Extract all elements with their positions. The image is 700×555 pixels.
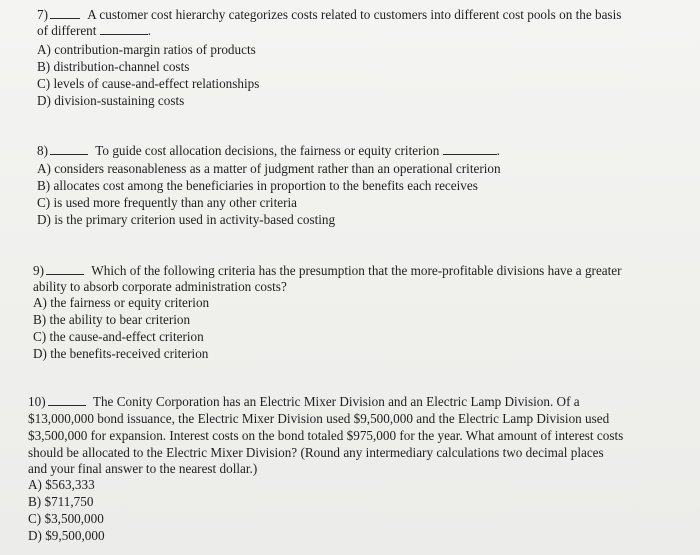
question-9-option-b: B) the ability to bear criterion (33, 312, 191, 327)
question-8-option-a: A) considers reasonableness as a matter of judgment rather than an operational criterion (37, 161, 501, 176)
question-10-stem-line-4: should be allocated to the Electric Mixer Division? (Round any intermediary calculations two decimal places (28, 445, 604, 460)
question-8-number: 8) (37, 143, 48, 158)
question-7-answer-blank[interactable] (50, 6, 80, 19)
question-8-answer-blank[interactable] (50, 142, 88, 155)
question-10-number: 10) (28, 394, 46, 409)
question-7-option-d: D) division-sustaining costs (37, 93, 185, 108)
question-9-stem-line-2: ability to absorb corporate administration costs? (33, 279, 287, 294)
question-10-stem-line-2: $13,000,000 bond issuance, the Electric Mixer Division used $9,500,000 and the Electric Lamp Division used (28, 411, 610, 426)
question-10-stem-line-3: $3,500,000 for expansion. Interest costs on the bond totaled $975,000 for the year. What amount of interest costs (28, 428, 624, 443)
question-7-stem-line-1: 7) A customer cost hierarchy categorizes costs related to customers into different cost pools on the basis (37, 7, 622, 22)
question-7-fill-blank (100, 22, 148, 35)
question-10-option-d: D) $9,500,000 (28, 528, 105, 543)
question-7-option-c: C) levels of cause-and-effect relationships (37, 76, 260, 91)
question-9-number: 9) (33, 263, 44, 278)
question-8-option-c: C) is used more frequently than any other criteria (37, 195, 297, 210)
question-10-answer-blank[interactable] (48, 393, 86, 406)
question-10-stem-line-5: and your final answer to the nearest dollar.) (28, 461, 258, 476)
question-8-fill-blank (443, 142, 497, 155)
question-7-stem-line-2: of different . (37, 23, 152, 38)
question-9-option-d: D) the benefits-received criterion (33, 346, 209, 361)
question-8-option-d: D) is the primary criterion used in activity-based costing (37, 212, 336, 227)
question-10-option-a: A) $563,333 (28, 477, 95, 492)
question-10-option-c: C) $3,500,000 (28, 511, 104, 526)
question-9-option-a: A) the fairness or equity criterion (33, 295, 210, 310)
question-10-option-b: B) $711,750 (28, 494, 94, 509)
question-7-option-b: B) distribution-channel costs (37, 59, 190, 74)
question-9-stem-line-1: 9) Which of the following criteria has the presumption that the more-profitable divisions have a greater (33, 263, 622, 278)
question-7-option-a: A) contribution-margin ratios of products (37, 42, 256, 57)
question-9-answer-blank[interactable] (46, 262, 84, 275)
question-9-option-c: C) the cause-and-effect criterion (33, 329, 204, 344)
question-10-stem-line-1: 10) The Conity Corporation has an Electric Mixer Division and an Electric Lamp Division. Of a (28, 394, 580, 409)
question-8-option-b: B) allocates cost among the beneficiaries in proportion to the benefits each receives (37, 178, 478, 193)
question-7-number: 7) (37, 7, 48, 22)
question-8-stem-line-1: 8) To guide cost allocation decisions, the fairness or equity criterion . (37, 143, 500, 158)
